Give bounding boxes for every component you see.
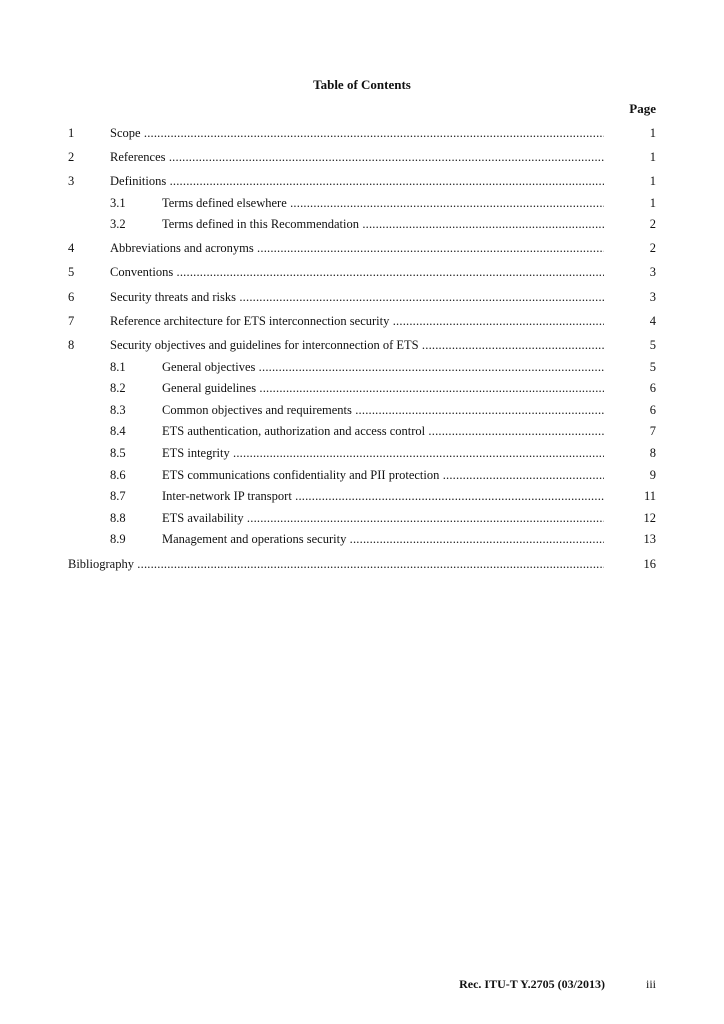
toc-entry-8-8[interactable] xyxy=(0,509,724,527)
toc-entry-label: Definitions ..... xyxy=(110,172,604,190)
toc-entry-page: 1 xyxy=(649,196,656,210)
toc-entry-number: 7 xyxy=(68,314,75,328)
page-title: Table of Contents xyxy=(313,77,411,92)
toc-entry-page: 16 xyxy=(643,557,656,571)
toc-entry-page: 1 xyxy=(649,174,656,188)
toc-entry-page: 3 xyxy=(649,290,656,304)
toc-entry-page: 12 xyxy=(643,511,656,525)
toc-entry-label: General guidelines ..... xyxy=(162,379,604,397)
toc-entry-number: 8.7 xyxy=(110,489,126,503)
toc-entry-page: 3 xyxy=(649,265,656,279)
toc-entry-number: 8.9 xyxy=(110,532,126,546)
toc-entry-label: Inter-network IP transport ..... xyxy=(162,487,604,505)
toc-entry-label: Management and operations security ..... xyxy=(162,530,604,548)
toc-entry-page: 6 xyxy=(649,403,656,417)
toc-entry-scope[interactable] xyxy=(0,124,724,142)
toc-entry-number: 8.6 xyxy=(110,468,126,482)
toc-entry-page: 13 xyxy=(643,532,656,546)
toc-entry-8-3[interactable] xyxy=(0,401,724,419)
toc-entry-8-4[interactable] xyxy=(0,422,724,440)
toc-entry-page: 6 xyxy=(649,381,656,395)
toc-entry-number: 8.5 xyxy=(110,446,126,460)
toc-entry-label: General objectives ..... xyxy=(162,358,604,376)
toc-entry-label: Common objectives and requirements ..... xyxy=(162,401,604,419)
toc-entry-references[interactable] xyxy=(0,148,724,166)
toc-entry-label: Scope ..... xyxy=(110,124,604,142)
toc-entry-page: 9 xyxy=(649,468,656,482)
toc-entry-number: 3 xyxy=(68,174,75,188)
toc-entry-number: 3.1 xyxy=(110,196,126,210)
toc-entry-number: 2 xyxy=(68,150,75,164)
toc-entry-conventions[interactable] xyxy=(0,263,724,281)
toc-entry-page: 7 xyxy=(649,424,656,438)
toc-entry-label: Abbreviations and acronyms ..... xyxy=(110,239,604,257)
toc-entry-8-7[interactable] xyxy=(0,487,724,505)
toc-entry-number: 4 xyxy=(68,241,75,255)
toc-entry-page: 2 xyxy=(649,217,656,231)
toc-entry-number: 8 xyxy=(68,338,75,352)
toc-entry-label: Conventions ..... xyxy=(110,263,604,281)
toc-entry-label: Reference architecture for ETS interconnection security ..... xyxy=(110,312,604,330)
toc-entry-8-5[interactable] xyxy=(0,444,724,462)
toc-entry-3-2[interactable] xyxy=(0,215,724,233)
toc-entry-8-9[interactable] xyxy=(0,530,724,548)
toc-entry-bibliography[interactable] xyxy=(0,555,724,573)
toc-entry-page: 11 xyxy=(643,489,656,503)
toc-entry-abbreviations[interactable] xyxy=(0,239,724,257)
toc-entry-page: 5 xyxy=(649,338,656,352)
toc-entry-label: Bibliography ..... xyxy=(68,555,604,573)
toc-entry-page: 1 xyxy=(649,150,656,164)
toc-entry-number: 8.2 xyxy=(110,381,126,395)
toc-entry-3-1[interactable] xyxy=(0,194,724,212)
toc-entry-label: Security objectives and guidelines for interconnection of ETS ..... xyxy=(110,336,604,354)
page-number: iii xyxy=(645,977,656,991)
toc-entry-reference-architecture[interactable] xyxy=(0,312,724,330)
toc-entry-number: 5 xyxy=(68,265,75,279)
toc-entry-label: ETS authentication, authorization and access control ..... xyxy=(162,422,604,440)
toc-entry-number: 8.8 xyxy=(110,511,126,525)
page-footer xyxy=(0,975,724,993)
toc-entry-security-objectives[interactable] xyxy=(0,336,724,354)
toc-entry-number: 6 xyxy=(68,290,75,304)
toc-entry-number: 8.1 xyxy=(110,360,126,374)
toc-entry-page: 1 xyxy=(649,126,656,140)
toc-entry-label: Terms defined in this Recommendation ..... xyxy=(162,215,604,233)
toc-entry-label: Terms defined elsewhere ..... xyxy=(162,194,604,212)
toc-entry-number: 8.4 xyxy=(110,424,126,438)
toc-entry-definitions[interactable] xyxy=(0,172,724,190)
toc-entry-label: Security threats and risks ..... xyxy=(110,288,604,306)
toc-entry-page: 5 xyxy=(649,360,656,374)
toc-entry-8-2[interactable] xyxy=(0,379,724,397)
toc-entry-number: 1 xyxy=(68,126,75,140)
toc-entry-number: 8.3 xyxy=(110,403,126,417)
toc-entry-label: References ..... xyxy=(110,148,604,166)
toc-entry-label: ETS availability ..... xyxy=(162,509,604,527)
toc-entry-page: 8 xyxy=(649,446,656,460)
toc-entry-8-1[interactable] xyxy=(0,358,724,376)
toc-entry-page: 4 xyxy=(649,314,656,328)
toc-entry-page: 2 xyxy=(649,241,656,255)
toc-entry-8-6[interactable] xyxy=(0,466,724,484)
toc-entry-label: ETS communications confidentiality and PII protection ..... xyxy=(162,466,604,484)
toc-entry-threats[interactable] xyxy=(0,288,724,306)
toc-entry-number: 3.2 xyxy=(110,217,126,231)
toc-entry-label: ETS integrity ..... xyxy=(162,444,604,462)
page-column-header: Page xyxy=(629,101,656,116)
document-reference: Rec. ITU-T Y.2705 (03/2013) xyxy=(459,977,605,991)
